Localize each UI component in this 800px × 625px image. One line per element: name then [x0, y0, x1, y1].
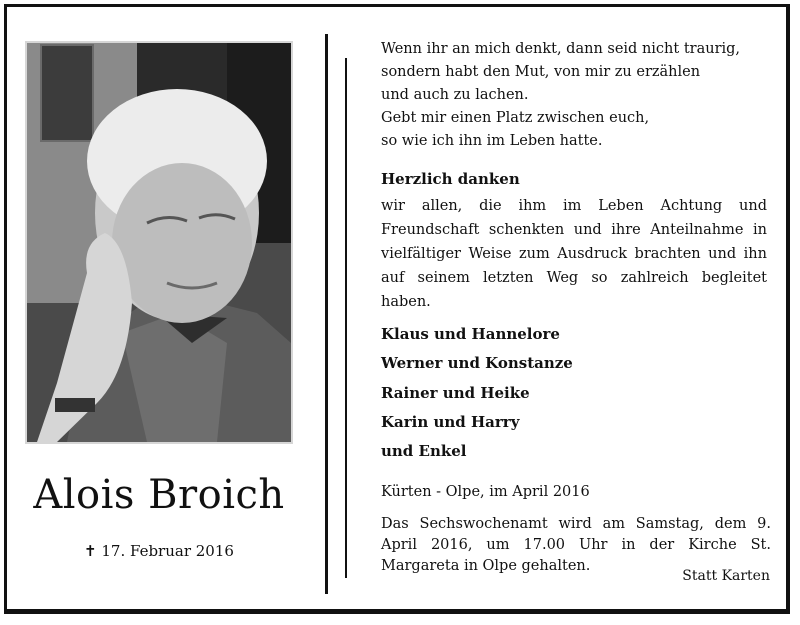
- death-date-line: [84, 542, 234, 560]
- poem-line: und auch zu lachen.: [381, 87, 529, 103]
- poem-line: Wenn ihr an mich denkt, dann seid nicht traurig,: [381, 41, 741, 57]
- family-name: Karin und Harry: [381, 412, 520, 431]
- poem-line: sondern habt den Mut, von mir zu erzählen: [381, 64, 701, 80]
- service-notice: Das Sechswochenamt wird am Samstag, dem 9. April 2016, um 17.00 Uhr in der Kirche St. Margareta in Olpe gehalten.: [381, 516, 771, 574]
- family-name: Klaus und Hannelore: [381, 325, 560, 343]
- family-name: Werner und Konstanze: [381, 354, 573, 373]
- thanks-title: Herzlich danken: [381, 170, 520, 188]
- family-name: und Enkel: [381, 442, 467, 461]
- place-date: Kürten - Olpe, im April 2016: [381, 484, 590, 500]
- statt-karten: Statt Karten: [682, 568, 770, 584]
- portrait-photo: [25, 41, 293, 444]
- poem: [381, 38, 740, 153]
- poem-line: so wie ich ihn im Leben hatte.: [381, 133, 603, 149]
- deceased-name: Alois Broich: [33, 472, 285, 518]
- thanks-text: wir allen, die ihm im Leben Achtung und Freundschaft schenkten und ihre Anteilnahme in vielfältiger Weise zum Ausdruck brachten und ihn auf seinem letzten Weg so zahlreich begleitet haben.: [381, 198, 767, 310]
- family-list: [381, 320, 573, 466]
- vertical-divider: [325, 34, 328, 594]
- death-date: 17. Februar 2016: [101, 542, 234, 560]
- poem-line: Gebt mir einen Platz zwischen euch,: [381, 110, 650, 126]
- vertical-divider-inner: [345, 58, 347, 578]
- portrait-image: [27, 43, 291, 442]
- cross-icon: ✝: [84, 542, 97, 560]
- family-name: Rainer und Heike: [381, 383, 530, 402]
